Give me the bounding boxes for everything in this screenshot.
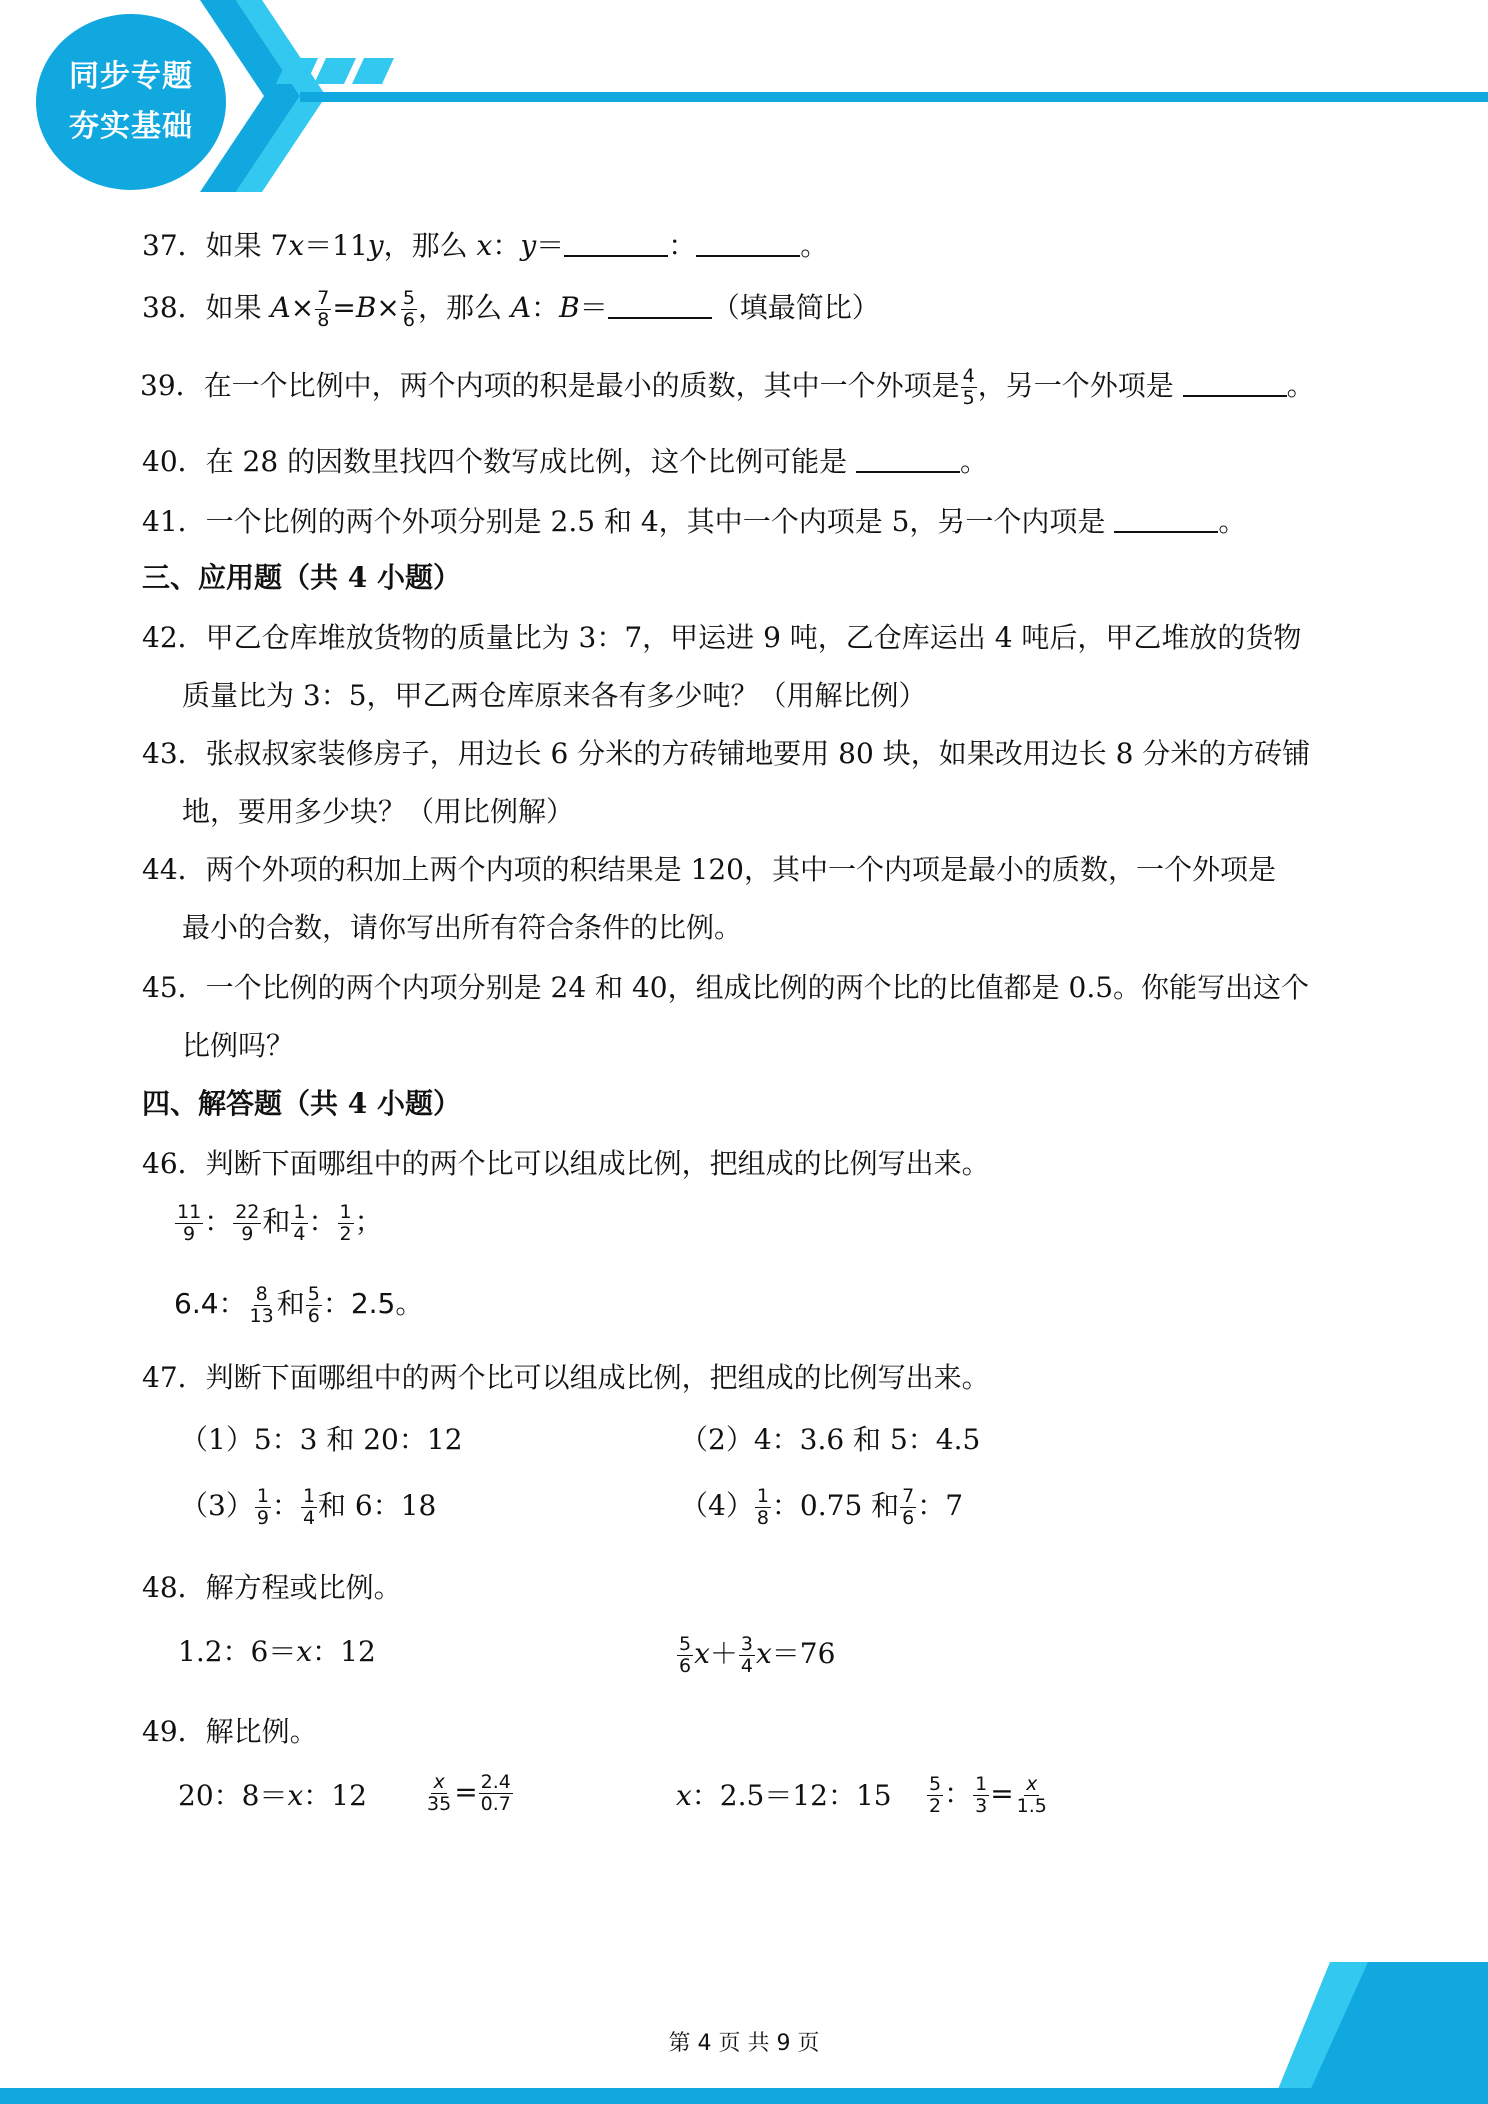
denominator: 5	[962, 387, 975, 409]
q42-line1: 甲乙仓库堆放货物的质量比为 3：7，甲运进 9 吨，乙仓库运出 4 吨后，甲乙堆放的货物	[205, 621, 1302, 654]
q37-text-d: ：	[492, 229, 521, 262]
q37-text-e: ＝	[536, 229, 565, 262]
question-47	[142, 1356, 990, 1396]
question-38	[142, 286, 880, 331]
fraction	[927, 1774, 943, 1817]
var-x: x	[433, 1771, 445, 1793]
q48-text: 解方程或比例。	[205, 1571, 402, 1604]
q46-r2-a: 6.4：	[174, 1287, 247, 1320]
denominator: 35	[427, 1793, 452, 1815]
denominator: 4	[740, 1655, 753, 1677]
question-45-line2: 比例吗？	[182, 1029, 295, 1062]
q46-end: ；	[354, 1205, 383, 1238]
fraction	[677, 1634, 693, 1677]
q48-e2-x1: x	[694, 1637, 710, 1670]
denominator: 3	[975, 1794, 988, 1817]
denominator: 6	[679, 1655, 692, 1677]
q49-e1-x: x	[287, 1779, 304, 1812]
q39-text-b: ，另一个外项是	[977, 369, 1183, 402]
q48-e2-end: ＝76	[771, 1637, 836, 1670]
section-heading-4: 四、解答题（共 4 小题）	[142, 1087, 461, 1120]
denominator: 9	[183, 1223, 196, 1245]
question-40	[142, 440, 988, 480]
header-badge	[36, 14, 226, 190]
denominator: 4	[302, 1507, 316, 1529]
denominator: 9	[241, 1223, 254, 1245]
fraction	[175, 1202, 203, 1245]
fraction	[255, 1486, 271, 1529]
numerator: 1	[256, 1485, 269, 1507]
q43-line1: 张叔叔家装修房子，用边长 6 分米的方砖铺地要用 80 块，如果改用边长 8 分米的方砖铺	[205, 737, 1311, 770]
q44-line1: 两个外项的积加上两个内项的积结果是 120，其中一个内项是最小的质数，一个外项是	[205, 853, 1276, 886]
numerator: 11	[177, 1201, 202, 1223]
q49-eq1	[178, 1774, 367, 1814]
fraction	[479, 1772, 513, 1815]
q39-text-c: 。	[1286, 369, 1315, 402]
q46-colon: ：	[308, 1205, 337, 1238]
q48-eq2	[676, 1632, 835, 1677]
q40-text-b: 。	[959, 445, 988, 478]
q38-times1: ×	[290, 291, 315, 324]
q45-line1: 一个比例的两个内项分别是 24 和 40，组成比例的两个比的比值都是 0.5。你能写出这个	[205, 971, 1310, 1004]
numerator: 5	[402, 287, 415, 309]
numerator: 5	[929, 1772, 942, 1795]
q46-and: 和	[262, 1205, 291, 1238]
question-number: 43．	[142, 737, 206, 770]
question-number: 48．	[142, 1571, 206, 1604]
denominator: 2	[339, 1223, 352, 1245]
denominator: 9	[256, 1507, 269, 1529]
page-footer: 第 4 页 共 9 页	[668, 2031, 820, 2056]
question-number: 44．	[142, 853, 206, 886]
denominator: 13	[249, 1304, 274, 1327]
q49-eq3	[676, 1774, 892, 1814]
numerator: 5	[307, 1282, 320, 1305]
q48-eq1	[178, 1630, 376, 1670]
q37-var-x: x	[288, 229, 305, 262]
question-number: 42．	[142, 621, 206, 654]
fraction	[248, 1284, 276, 1327]
q47-part2: （2）4：3.6 和 5：4.5	[680, 1423, 981, 1456]
fraction	[1015, 1774, 1049, 1817]
question-45	[142, 966, 1309, 1006]
fraction	[306, 1284, 322, 1327]
numerator: 1	[756, 1485, 769, 1507]
question-number: 41．	[142, 505, 206, 538]
q47-p4-b: ：0.75 和	[771, 1489, 900, 1522]
q47-part4	[680, 1484, 963, 1529]
answer-blank[interactable]	[856, 445, 960, 473]
question-41	[142, 500, 1246, 540]
q49-e3-a: ：2.5＝12：15	[691, 1779, 892, 1812]
fraction	[401, 288, 417, 331]
badge-line1: 同步专题	[69, 59, 193, 94]
q48-e2-plus: ＋	[709, 1637, 738, 1670]
q38-var-a2: A	[510, 291, 532, 324]
numerator: 1	[975, 1772, 988, 1795]
fraction	[291, 1202, 307, 1245]
numerator: 3	[740, 1633, 753, 1655]
question-37	[142, 224, 828, 264]
denominator: 1.5	[1016, 1794, 1047, 1817]
fraction	[233, 1202, 261, 1245]
denominator: 6	[307, 1304, 320, 1327]
q48-e1-a: 1.2：6＝	[178, 1635, 297, 1668]
numerator	[1024, 1774, 1039, 1796]
q49-e1-a: 20：8＝	[178, 1779, 288, 1812]
page-header-banner	[0, 0, 1488, 200]
q39-text-a: 在一个比例中，两个内项的积是最小的质数，其中一个外项是	[203, 369, 960, 402]
q46-row2	[174, 1282, 423, 1327]
denominator: 8	[756, 1507, 769, 1529]
fraction	[973, 1774, 989, 1817]
section-heading-3: 三、应用题（共 4 小题）	[142, 561, 461, 594]
q47-p4-a: （4）	[680, 1489, 754, 1522]
q38-text-c: ：	[531, 291, 560, 324]
q48-e2-x2: x	[756, 1637, 772, 1670]
denominator: 4	[293, 1223, 306, 1245]
q47-part1: （1）5：3 和 20：12	[180, 1423, 463, 1456]
numerator: 1	[302, 1485, 316, 1507]
q49-e2-eq: =	[454, 1775, 478, 1809]
fraction	[961, 366, 977, 409]
var-x: x	[1026, 1772, 1038, 1795]
question-number: 40．	[142, 445, 206, 478]
numerator: 7	[902, 1485, 915, 1507]
numerator: 1	[293, 1201, 306, 1223]
question-number: 45．	[142, 971, 206, 1004]
question-39	[140, 364, 1315, 409]
numerator	[431, 1772, 446, 1794]
q48-e1-b: ：12	[312, 1635, 376, 1668]
fraction	[315, 288, 331, 331]
numerator: 4	[962, 365, 975, 387]
denominator: 6	[402, 309, 415, 331]
q46-colon: ：	[204, 1205, 233, 1238]
q49-e4-colon: ：	[944, 1777, 973, 1810]
q46-text: 判断下面哪组中的两个比可以组成比例，把组成的比例写出来。	[205, 1147, 990, 1180]
question-number: 39．	[140, 369, 204, 402]
q49-text: 解比例。	[205, 1715, 318, 1748]
q38-text-e: （填最简比）	[711, 291, 880, 324]
footer-decoration	[0, 1960, 1488, 2104]
numerator: 1	[339, 1201, 352, 1223]
q38-eq: =	[332, 291, 356, 324]
question-42	[142, 616, 1301, 656]
q49-e4-eq: =	[990, 1777, 1014, 1810]
badge-line2: 夯实基础	[69, 109, 193, 144]
q46-and: 和	[276, 1287, 305, 1320]
fraction	[900, 1486, 916, 1529]
question-number: 47．	[142, 1361, 206, 1394]
denominator: 8	[317, 309, 330, 331]
fraction	[301, 1486, 317, 1529]
q37-text-b: ＝11	[304, 229, 368, 262]
q37-text-f: ：	[668, 229, 697, 262]
question-43-line2: 地，要用多少块？（用比例解）	[182, 795, 575, 828]
q38-text-b: ，那么	[417, 291, 511, 324]
numerator: 22	[235, 1201, 260, 1223]
q47-colon: ：	[271, 1489, 300, 1522]
q46-r2-b: ：2.5。	[322, 1287, 424, 1320]
q38-var-b: B	[355, 291, 377, 324]
q37-text-c: ，那么	[383, 229, 477, 262]
q37-text-a: 如果 7	[205, 229, 289, 262]
q49-eq2	[424, 1772, 514, 1815]
denominator: 0.7	[480, 1793, 511, 1815]
answer-blank[interactable]	[608, 291, 712, 319]
question-44	[142, 848, 1276, 888]
question-number: 37．	[142, 229, 206, 262]
denominator: 2	[929, 1794, 942, 1817]
q41-text-a: 一个比例的两个外项分别是 2.5 和 4，其中一个内项是 5，另一个内项是	[205, 505, 1115, 538]
fraction	[739, 1634, 755, 1677]
numerator: 2.4	[480, 1771, 511, 1793]
question-48	[142, 1566, 402, 1606]
question-number: 46．	[142, 1147, 206, 1180]
fraction	[425, 1772, 453, 1815]
q49-e3-x: x	[676, 1779, 692, 1812]
q37-var-y: y	[367, 229, 384, 262]
q38-text-a: 如果	[205, 291, 271, 324]
q38-var-a: A	[270, 291, 291, 324]
q47-p3-a: （3）	[180, 1489, 254, 1522]
question-number: 38．	[142, 291, 206, 324]
q46-row1	[174, 1200, 383, 1245]
numerator: 5	[679, 1633, 692, 1655]
q49-eq4	[926, 1772, 1050, 1817]
answer-blank[interactable]	[1114, 505, 1218, 533]
q38-times2: ×	[376, 291, 400, 324]
fraction	[338, 1202, 354, 1245]
denominator: 6	[902, 1507, 915, 1529]
q38-var-b2: B	[559, 291, 580, 324]
q40-text-a: 在 28 的因数里找四个数写成比例，这个比例可能是	[205, 445, 856, 478]
q47-text: 判断下面哪组中的两个比可以组成比例，把组成的比例写出来。	[205, 1361, 990, 1394]
q37-var-y2: y	[520, 229, 537, 262]
question-46	[142, 1142, 990, 1182]
q47-p4-c: ：7	[917, 1489, 964, 1522]
q49-e1-b: ：12	[303, 1779, 367, 1812]
q38-text-d: ＝	[579, 291, 608, 324]
numerator: 7	[317, 287, 330, 309]
answer-blank[interactable]	[1183, 369, 1287, 397]
answer-blank[interactable]	[696, 229, 800, 257]
question-number: 49．	[142, 1715, 206, 1748]
q48-e1-x: x	[296, 1635, 313, 1668]
fraction	[755, 1486, 771, 1529]
q47-p3-b: 和 6：18	[318, 1489, 437, 1522]
q41-text-b: 。	[1218, 505, 1247, 538]
q47-part3	[180, 1484, 436, 1529]
numerator: 8	[255, 1282, 268, 1305]
question-43	[142, 732, 1310, 772]
q37-text-g: 。	[800, 229, 829, 262]
answer-blank[interactable]	[564, 229, 668, 257]
question-44-line2: 最小的合数，请你写出所有符合条件的比例。	[182, 911, 743, 944]
question-49	[142, 1710, 318, 1750]
question-42-line2: 质量比为 3：5，甲乙两仓库原来各有多少吨？（用解比例）	[182, 679, 927, 712]
q37-var-x2: x	[476, 229, 493, 262]
